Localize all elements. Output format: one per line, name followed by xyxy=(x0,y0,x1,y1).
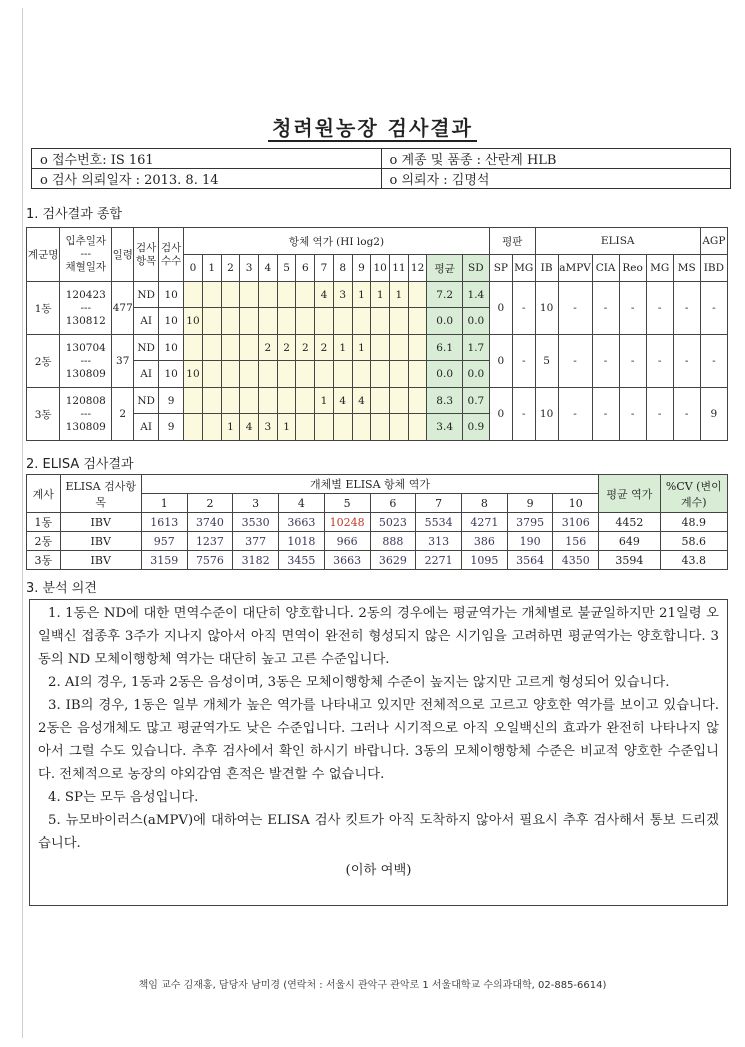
test-item: ND xyxy=(134,335,159,361)
titer-sd: 0.9 xyxy=(462,414,489,441)
result-ib: 10 xyxy=(535,282,558,335)
sampling-date: 130812 xyxy=(65,314,106,327)
result-reo: - xyxy=(619,388,646,441)
titer-cell xyxy=(277,361,296,388)
titer-cell: 1 xyxy=(352,282,371,308)
test-count: 10 xyxy=(159,308,184,335)
titer-col-header: 11 xyxy=(390,255,409,282)
titer-cell: 4 xyxy=(315,282,334,308)
titer-cell: 1 xyxy=(390,282,409,308)
elisa-titer-cell: 3455 xyxy=(279,551,325,570)
col-item: 검사 항목 xyxy=(134,228,159,282)
elisa-titer-cell: 386 xyxy=(462,532,508,551)
titer-cell xyxy=(296,388,315,414)
elisa-titer-cell: 1613 xyxy=(141,513,187,532)
sub-col-header: IB xyxy=(535,255,558,282)
placement-date: 120808 xyxy=(65,394,106,407)
section-1-heading: 1. 검사결과 종합 xyxy=(26,207,123,222)
titer-cell xyxy=(202,335,221,361)
titer-cell xyxy=(259,308,278,335)
titer-cell xyxy=(221,335,240,361)
opinion-paragraph: 1. 1동은 ND에 대한 면역수준이 대단히 양호합니다. 2동의 경우에는 평균역가는 개체별로 불균일하지만 21일령 오일백신 접종후 3주가 지나지 않아서 아직 면역이 완전히 형성되지 않은 시기임을 고려하면 평균역가는 양호합니다. 3동의 ND 모체이행항체 역가는 대단히 높고 고른 수준입니다. xyxy=(38,606,719,667)
elisa-titer-cell: 888 xyxy=(370,532,416,551)
elisa-titer-cell: 3663 xyxy=(324,551,370,570)
sample-col-header: 6 xyxy=(370,494,416,513)
elisa-titer-cell: 3795 xyxy=(507,513,553,532)
sub-col-header: aMPV xyxy=(558,255,592,282)
titer-cell xyxy=(408,414,427,441)
elisa-titer-cell: 10248 xyxy=(324,513,370,532)
titer-cell xyxy=(240,335,259,361)
titer-cell xyxy=(371,414,390,441)
result-reo: - xyxy=(619,282,646,335)
test-item: ND xyxy=(134,388,159,414)
sample-col-header: 9 xyxy=(507,494,553,513)
titer-cell xyxy=(184,282,203,308)
elisa-titer-cell: 5534 xyxy=(416,513,462,532)
titer-cell xyxy=(408,361,427,388)
elisa-item: IBV xyxy=(60,532,141,551)
opinion-paragraph: 5. 뉴모바이러스(aMPV)에 대하여는 ELISA 검사 킷트가 아직 도착하지 않아서 필요시 추후 검사해서 통보 드리겠습니다. xyxy=(38,813,719,851)
titer-sd: 0.0 xyxy=(462,308,489,335)
opinion-paragraph: 2. AI의 경우, 1동과 2동은 음성이며, 3동은 모체이행항체 수준이 높지는 않지만 고르게 형성되어 있습니다. xyxy=(48,675,670,690)
group-name: 2동 xyxy=(27,335,60,388)
elisa-cv: 43.8 xyxy=(660,551,727,570)
titer-cell xyxy=(315,308,334,335)
titer-cell xyxy=(371,335,390,361)
elisa-titer-cell: 1095 xyxy=(462,551,508,570)
group-age: 37 xyxy=(112,335,134,388)
titer-col-header: 8 xyxy=(333,255,352,282)
col-eval-group: 평판 xyxy=(489,228,535,255)
elisa-titer-cell: 313 xyxy=(416,532,462,551)
titer-cell xyxy=(259,282,278,308)
titer-cell xyxy=(259,388,278,414)
titer-cell xyxy=(296,308,315,335)
titer-col-header: 10 xyxy=(371,255,390,282)
titer-cell xyxy=(202,361,221,388)
group-dates xyxy=(60,388,112,441)
titer-col-header: 6 xyxy=(296,255,315,282)
titer-cell xyxy=(296,361,315,388)
titer-cell xyxy=(184,414,203,441)
elisa-table xyxy=(26,474,728,570)
result-ampv: - xyxy=(558,388,592,441)
footer-contact: 책임 교수 김재홍, 담당자 남미경 (연락처 : 서울시 관악구 관악로 1 서울대학교 수의과대학, 02-885-6614) xyxy=(138,980,607,991)
titer-cell: 1 xyxy=(315,388,334,414)
titer-col-header: 12 xyxy=(408,255,427,282)
test-count: 10 xyxy=(159,361,184,388)
result-sp: 0 xyxy=(489,388,512,441)
col-group: 계군명 xyxy=(27,228,60,282)
result-mg: - xyxy=(512,335,535,388)
titer-cell: 10 xyxy=(184,308,203,335)
group-age: 477 xyxy=(112,282,134,335)
elisa-titer-cell: 5023 xyxy=(370,513,416,532)
titer-cell: 1 xyxy=(352,335,371,361)
elisa-group: 2동 xyxy=(27,532,61,551)
test-item: AI xyxy=(134,414,159,441)
titer-cell: 1 xyxy=(371,282,390,308)
table-row xyxy=(27,282,728,308)
elisa-col-titer: 개체별 ELISA 항체 역가 xyxy=(141,475,598,494)
titer-cell xyxy=(408,282,427,308)
result-mg: - xyxy=(512,388,535,441)
group-name: 1동 xyxy=(27,282,60,335)
elisa-titer-cell: 3182 xyxy=(233,551,279,570)
titer-col-header: 0 xyxy=(184,255,203,282)
elisa-titer-cell: 966 xyxy=(324,532,370,551)
test-item: ND xyxy=(134,282,159,308)
titer-cell xyxy=(277,388,296,414)
sample-col-header: 8 xyxy=(462,494,508,513)
reception-number: o 접수번호: IS 161 xyxy=(32,149,382,169)
col-agp-group: AGP xyxy=(700,228,727,255)
opinion-paragraph: 3. IB의 경우, 1동은 일부 개체가 높은 역가를 나타내고 있지만 전체적으로 고르고 양호한 역가를 보이고 있습니다. 2동은 음성개체도 많고 평균역가도 낮은 수준입니다. 그러나 시기적으로 아직 오일백신의 효과가 완전히 나타나지 않아서 그럴 수도 있습니다. 추후 검사에서 확인 하시기 바랍니다. 3동의 모체이행항체 수준은 비교적 양호한 수준입니다. 전체적으로 농장의 야외감염 흔적은 발견할 수 없습니다. xyxy=(38,698,719,782)
elisa-titer-cell: 156 xyxy=(553,532,599,551)
titer-cell xyxy=(240,308,259,335)
result-sp: 0 xyxy=(489,282,512,335)
titer-cell xyxy=(202,282,221,308)
test-count: 10 xyxy=(159,282,184,308)
info-table xyxy=(31,148,731,189)
sample-col-header: 5 xyxy=(324,494,370,513)
placement-date: 120423 xyxy=(65,288,106,301)
result-cia: - xyxy=(592,388,619,441)
opinion-box xyxy=(29,599,728,906)
sub-col-header: Reo xyxy=(619,255,646,282)
elisa-group: 3동 xyxy=(27,551,61,570)
titer-cell xyxy=(390,308,409,335)
titer-cell xyxy=(221,361,240,388)
col-count: 검사 수수 xyxy=(159,228,184,282)
elisa-mean: 4452 xyxy=(599,513,660,532)
titer-cell: 4 xyxy=(333,388,352,414)
titer-cell xyxy=(259,361,278,388)
opinion-paragraph: 4. SP는 모두 음성입니다. xyxy=(48,790,199,805)
date-separator: --- xyxy=(80,301,92,314)
table-row xyxy=(27,532,728,551)
result-ibd: - xyxy=(700,282,727,335)
titer-col-header: 1 xyxy=(202,255,221,282)
titer-cell xyxy=(315,414,334,441)
titer-cell: 2 xyxy=(315,335,334,361)
titer-cell xyxy=(240,388,259,414)
result-mg2: - xyxy=(646,388,673,441)
test-item: AI xyxy=(134,361,159,388)
breed: o 계종 및 품종 : 산란계 HLB xyxy=(381,149,731,169)
result-ib: 10 xyxy=(535,388,558,441)
table-row xyxy=(27,551,728,570)
titer-mean: 6.1 xyxy=(427,335,462,361)
titer-cell xyxy=(333,414,352,441)
titer-cell: 3 xyxy=(259,414,278,441)
result-reo: - xyxy=(619,335,646,388)
table-row xyxy=(27,335,728,361)
result-ib: 5 xyxy=(535,335,558,388)
titer-cell xyxy=(333,308,352,335)
titer-cell: 3 xyxy=(333,282,352,308)
titer-cell xyxy=(184,388,203,414)
sub-col-header: MG xyxy=(512,255,535,282)
elisa-group: 1동 xyxy=(27,513,61,532)
titer-col-header: 7 xyxy=(315,255,334,282)
titer-cell xyxy=(202,308,221,335)
elisa-mean: 3594 xyxy=(599,551,660,570)
titer-cell: 4 xyxy=(352,388,371,414)
sample-col-header: 1 xyxy=(141,494,187,513)
titer-col-header: 2 xyxy=(221,255,240,282)
sampling-date: 130809 xyxy=(65,367,106,380)
titer-mean: 0.0 xyxy=(427,308,462,335)
result-ms: - xyxy=(673,388,700,441)
result-ampv: - xyxy=(558,282,592,335)
sample-col-header: 10 xyxy=(553,494,599,513)
elisa-cv: 58.6 xyxy=(660,532,727,551)
requester: o 의뢰자 : 김명석 xyxy=(381,169,731,189)
sample-col-header: 2 xyxy=(187,494,233,513)
titer-sd: 1.7 xyxy=(462,335,489,361)
elisa-mean: 649 xyxy=(599,532,660,551)
test-item: AI xyxy=(134,308,159,335)
elisa-titer-cell: 3106 xyxy=(553,513,599,532)
result-mg: - xyxy=(512,282,535,335)
titer-col-header: 3 xyxy=(240,255,259,282)
elisa-titer-cell: 3159 xyxy=(141,551,187,570)
elisa-col-cv: %CV (변이계수) xyxy=(660,475,727,513)
elisa-titer-cell: 3663 xyxy=(279,513,325,532)
table-row xyxy=(27,388,728,414)
elisa-col-mean: 평균 역가 xyxy=(599,475,660,513)
elisa-cv: 48.9 xyxy=(660,513,727,532)
col-titer-group: 항체 역가 (HI log2) xyxy=(184,228,490,255)
result-mg2: - xyxy=(646,282,673,335)
titer-cell: 10 xyxy=(184,361,203,388)
sample-col-header: 7 xyxy=(416,494,462,513)
col-dates: 입추일자 --- 채혈일자 xyxy=(60,228,112,282)
sub-col-header: SP xyxy=(489,255,512,282)
titer-cell xyxy=(277,308,296,335)
group-age: 2 xyxy=(112,388,134,441)
titer-cell xyxy=(315,361,334,388)
elisa-titer-cell: 2271 xyxy=(416,551,462,570)
titer-cell xyxy=(240,282,259,308)
result-sp: 0 xyxy=(489,335,512,388)
elisa-titer-cell: 377 xyxy=(233,532,279,551)
titer-cell xyxy=(408,308,427,335)
elisa-item: IBV xyxy=(60,513,141,532)
titer-cell xyxy=(390,361,409,388)
date-separator: --- xyxy=(80,407,92,420)
elisa-titer-cell: 4350 xyxy=(553,551,599,570)
sample-col-header: 4 xyxy=(279,494,325,513)
titer-cell: 2 xyxy=(296,335,315,361)
elisa-titer-cell: 3530 xyxy=(233,513,279,532)
titer-cell xyxy=(333,361,352,388)
sub-col-header: IBD xyxy=(700,255,727,282)
result-cia: - xyxy=(592,335,619,388)
titer-cell: 1 xyxy=(333,335,352,361)
elisa-col-item: ELISA 검사항목 xyxy=(60,475,141,513)
titer-cell xyxy=(296,282,315,308)
titer-mean: 0.0 xyxy=(427,361,462,388)
elisa-titer-cell: 4271 xyxy=(462,513,508,532)
elisa-titer-cell: 3740 xyxy=(187,513,233,532)
titer-mean: 3.4 xyxy=(427,414,462,441)
sub-col-header: MG xyxy=(646,255,673,282)
elisa-col-group: 계사 xyxy=(27,475,61,513)
test-count: 9 xyxy=(159,414,184,441)
titer-col-header: 5 xyxy=(277,255,296,282)
group-name: 3동 xyxy=(27,388,60,441)
table-row xyxy=(27,513,728,532)
result-ms: - xyxy=(673,282,700,335)
sample-col-header: 3 xyxy=(233,494,279,513)
result-cia: - xyxy=(592,282,619,335)
titer-sd: 0.7 xyxy=(462,388,489,414)
titer-cell xyxy=(277,282,296,308)
placement-date: 130704 xyxy=(65,341,106,354)
result-ms: - xyxy=(673,335,700,388)
titer-cell xyxy=(240,361,259,388)
elisa-titer-cell: 1018 xyxy=(279,532,325,551)
group-dates xyxy=(60,335,112,388)
col-mean: 평균 xyxy=(427,255,462,282)
titer-sd: 0.0 xyxy=(462,361,489,388)
test-count: 9 xyxy=(159,388,184,414)
section-3-heading: 3. 분석 의견 xyxy=(26,581,97,596)
titer-cell xyxy=(221,308,240,335)
test-count: 10 xyxy=(159,335,184,361)
col-elisa-group: ELISA xyxy=(535,228,700,255)
sub-col-header: MS xyxy=(673,255,700,282)
titer-cell xyxy=(296,414,315,441)
titer-cell xyxy=(390,388,409,414)
section-2-heading: 2. ELISA 검사결과 xyxy=(26,457,134,472)
titer-cell xyxy=(371,388,390,414)
result-mg2: - xyxy=(646,335,673,388)
group-dates xyxy=(60,282,112,335)
elisa-titer-cell: 7576 xyxy=(187,551,233,570)
document-title: 청려원농장 검사결과 xyxy=(0,112,745,141)
col-age: 일령 xyxy=(112,228,134,282)
result-ibd: 9 xyxy=(700,388,727,441)
elisa-titer-cell: 957 xyxy=(141,532,187,551)
result-ampv: - xyxy=(558,335,592,388)
titer-cell xyxy=(352,414,371,441)
elisa-titer-cell: 3629 xyxy=(370,551,416,570)
elisa-titer-cell: 190 xyxy=(507,532,553,551)
elisa-item: IBV xyxy=(60,551,141,570)
result-ibd: - xyxy=(700,335,727,388)
titer-cell: 2 xyxy=(259,335,278,361)
titer-cell xyxy=(390,414,409,441)
sampling-date: 130809 xyxy=(65,420,106,433)
titer-col-header: 9 xyxy=(352,255,371,282)
sub-col-header: CIA xyxy=(592,255,619,282)
titer-col-header: 4 xyxy=(259,255,278,282)
titer-mean: 7.2 xyxy=(427,282,462,308)
titer-cell xyxy=(371,361,390,388)
titer-cell xyxy=(408,335,427,361)
titer-cell xyxy=(202,388,221,414)
elisa-titer-cell: 1237 xyxy=(187,532,233,551)
col-sd: SD xyxy=(462,255,489,282)
titer-cell xyxy=(390,335,409,361)
titer-cell: 2 xyxy=(277,335,296,361)
titer-cell: 1 xyxy=(221,414,240,441)
titer-mean: 8.3 xyxy=(427,388,462,414)
titer-cell xyxy=(408,388,427,414)
titer-sd: 1.4 xyxy=(462,282,489,308)
request-date: o 검사 의뢰일자 : 2013. 8. 14 xyxy=(32,169,382,189)
titer-cell xyxy=(352,361,371,388)
titer-cell: 1 xyxy=(277,414,296,441)
date-separator: --- xyxy=(80,354,92,367)
elisa-titer-cell: 3564 xyxy=(507,551,553,570)
titer-cell xyxy=(371,308,390,335)
titer-cell xyxy=(221,282,240,308)
titer-cell xyxy=(202,414,221,441)
titer-cell xyxy=(352,308,371,335)
titer-cell xyxy=(221,388,240,414)
titer-cell xyxy=(184,335,203,361)
titer-cell: 4 xyxy=(240,414,259,441)
opinion-tail: (이하 여백) xyxy=(345,863,412,878)
summary-table xyxy=(26,227,728,441)
